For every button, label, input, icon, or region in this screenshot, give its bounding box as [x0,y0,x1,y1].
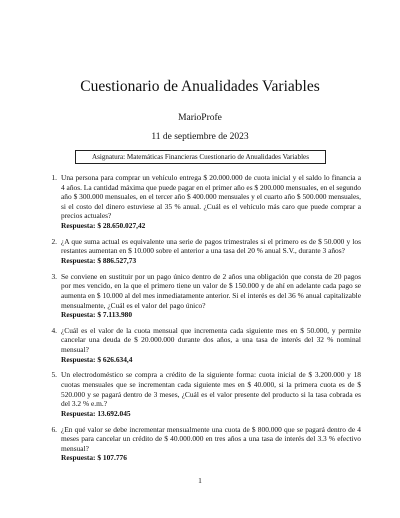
page-number: 1 [198,476,202,485]
question-item [43,272,361,320]
question-answer: Respuesta: $ 7.113.980 [61,310,133,320]
question-item [43,173,361,231]
question-item [43,370,361,418]
question-list [43,173,361,469]
question-answer: Respuesta: $ 626.634,4 [61,354,133,364]
question-number: 4. [51,325,57,335]
question-answer: Respuesta: $ 107.776 [61,453,127,463]
document-title: Cuestionario de Anualidades Variables [80,78,320,95]
question-item [43,425,361,463]
question-text: ¿A que suma actual es equivalente una serie de pagos trimestrales si el primero es de $ 50.000 y los restantes aumentan en $ 10.000 sobre el anterior a una tasa del 20 % anual S.V., durante 3 años? [61,236,361,256]
document-date: 11 de septiembre de 2023 [151,132,249,142]
question-answer: Respuesta: 13.692.045 [61,408,131,418]
document-author: MarioProfe [178,113,222,123]
question-answer: Respuesta: $ 886.527,73 [61,255,137,265]
subject-box: Asignatura: Matemáticas Financieras Cuestionario de Anualidades Variables [75,150,326,164]
question-number: 6. [51,424,57,434]
question-item [43,326,361,364]
question-text: Se conviene en sustituir por un pago único dentro de 2 años una obligación que consta de 20 pagos por mes vencido, en la que el primero tiene un valor de $ 150.000 y de ahí en adelante cada pago se aumenta en $ 10.000 al del mes inmediatamente anterior. Si el interés es del 36 % anual capitalizable mensualmente, ¿Cuál es el valor del pago único? [61,271,361,310]
question-text: ¿Cuál es el valor de la cuota mensual que incrementa cada siguiente mes en $ 50.000, y permite cancelar una deuda de $ 20.000.000 durante dos años, a una tasa de interés del 32 % nominal mensual? [61,325,361,355]
question-answer: Respuesta: $ 28.650.027,42 [61,220,146,230]
question-number: 2. [51,236,57,246]
question-number: 5. [51,370,57,380]
question-text: Un electrodoméstico se compra a crédito de la siguiente forma: cuota inicial de $ 3.200.000 y 18 cuotas mensuales que se incrementan cada siguiente mes en $ 40.000, si la primera cuota es de $ 520.000 y se pagará dentro de 3 meses, ¿Cuál es el valor presente del producto si la tasa cobrada es del 3.2 % e.m.? [61,370,361,409]
question-text: ¿En qué valor se debe incrementar mensualmente una cuota de $ 800.000 que se pagará dentro de 4 meses para cancelar un crédito de $ 40.000.000 en tres años a una tasa de interés del 3.3 % efectivo mensual? [61,424,361,453]
question-number: 1. [51,173,57,182]
question-number: 3. [51,271,57,281]
question-item [43,237,361,266]
question-text: Una persona para comprar un vehículo entrega $ 20.000.000 de cuota inicial y el saldo lo financia a 4 años. La cantidad máxima que puede pagar en el primer año es $ 200.000 mensuales, en el segundo año $ 300.000 mensuales, en el tercer año $ 400.000 mensuales y el cuarto año $ 500.000 mensuales, si el costo del dinero estuviese al 35 % anual. ¿Cuál es el vehículo más caro que puede comprar a precios actuales? [61,173,361,221]
